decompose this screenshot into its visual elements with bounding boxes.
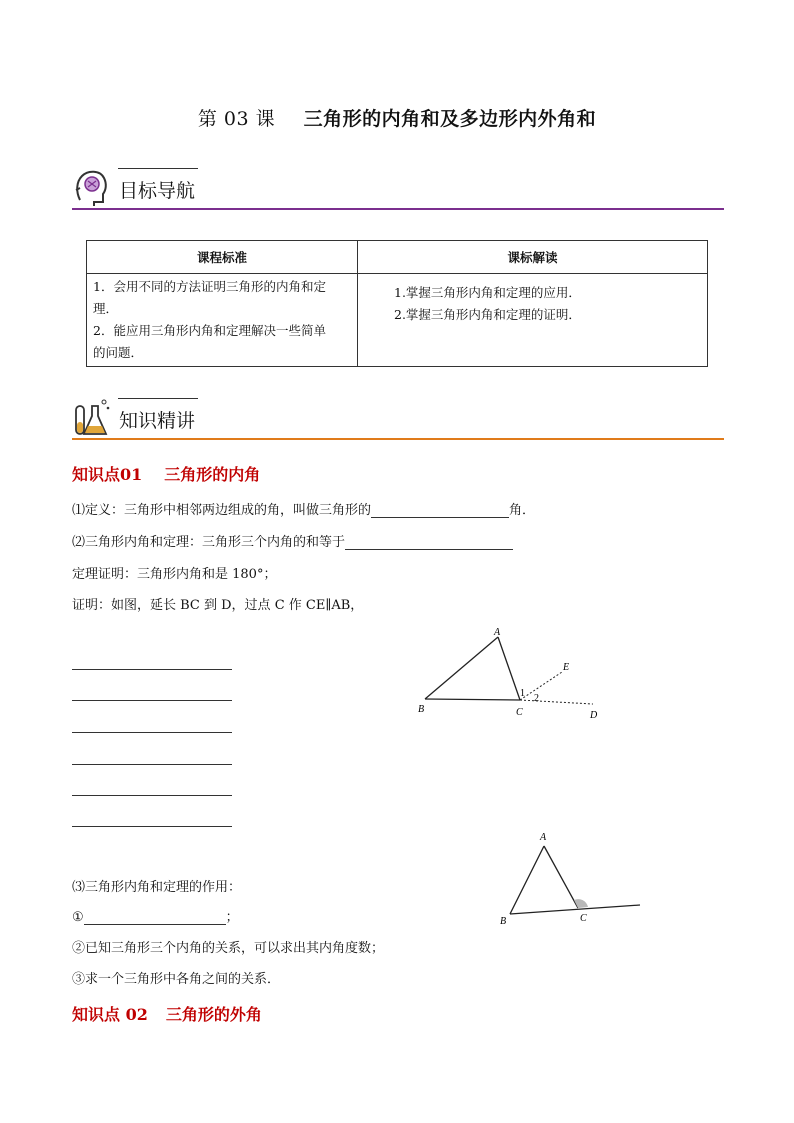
section-topline [118,168,198,169]
angle-label-1: 1 [520,688,525,699]
angle-label-2: 2 [534,693,539,704]
triangle-figure-extension [410,622,610,722]
triangle-figure-exterior [492,824,652,928]
label-a: A [494,627,501,638]
standard-line: 理． [93,301,119,316]
section-topline [118,398,198,399]
theorem-line [72,531,513,550]
usage-item-3: ③求一个三角形中各角之间的关系． [72,972,281,987]
section-knowledge-header [72,396,724,440]
answer-line[interactable] [72,826,232,827]
label-e: E [563,662,570,673]
usage-item-1-marker: ① [72,910,84,925]
kp-number: 知识点 02 [72,1005,148,1024]
lab-flask-icon [72,396,112,438]
answer-line[interactable] [72,732,232,733]
fill-blank[interactable] [371,503,509,518]
section-goal-label: 目标导航 [119,180,196,202]
definition-text: ⑴定义：三角形中相邻两边组成的角，叫做三角形的 [72,503,372,518]
usage-item-2: ②已知三角形三个内角的关系，可以求出其内角度数； [72,941,385,956]
label-b: B [418,704,425,715]
section-goal-rule [72,208,724,210]
standard-line: 2．能应用三角形内角和定理解决一些简单 [93,323,326,338]
table-header-interpretation: 课标解读 [358,241,708,274]
proof-intro: 证明：如图，延长 BC 到 D，过点 C 作 CE∥AB， [72,598,364,613]
standards-table [86,240,708,367]
table-cell-standards [87,274,358,367]
head-brain-icon [72,166,112,208]
label-c: C [580,913,587,924]
definition-line [72,499,535,518]
section-knowledge-rule [72,438,724,440]
answer-line[interactable] [72,764,232,765]
interpretation-line: 1.掌握三角形内角和定理的应用． [394,285,581,300]
label-c: C [516,707,523,718]
knowledge-point-01-heading [72,462,260,485]
table-cell-interpretations [358,274,708,367]
kp-number: 知识点01 [72,465,143,484]
knowledge-point-02-heading [72,1002,262,1025]
lesson-title: 三角形的内角和及多边形内外角和 [303,108,597,130]
section-goal-header [72,166,724,210]
section-knowledge-label: 知识精讲 [119,410,196,432]
lesson-code: 第 03 课 [197,108,276,130]
definition-suffix: 角． [509,503,536,518]
exterior-angle-mark [574,899,588,908]
label-b: B [500,916,507,927]
standard-line: 的问题． [93,345,144,360]
fill-blank[interactable] [345,535,513,550]
label-d: D [590,710,598,721]
standard-line: 1．会用不同的方法证明三角形的内角和定 [93,279,326,294]
answer-line[interactable] [72,669,232,670]
kp-title: 三角形的内角 [164,465,261,484]
fill-blank[interactable] [84,910,226,925]
table-header-standard: 课程标准 [87,241,358,274]
interpretation-line: 2.掌握三角形内角和定理的证明． [394,307,581,322]
usage-title: ⑶三角形内角和定理的作用： [72,880,242,895]
kp-title: 三角形的外角 [165,1005,262,1024]
proof-title: 定理证明：三角形内角和是 180°； [72,567,277,582]
usage-item-1 [72,906,239,925]
page-title [0,104,794,131]
answer-line[interactable] [72,795,232,796]
usage-item-1-suffix: ； [225,910,239,925]
label-a: A [540,832,547,843]
theorem-text: ⑵三角形内角和定理：三角形三个内角的和等于 [72,535,346,550]
answer-line[interactable] [72,700,232,701]
